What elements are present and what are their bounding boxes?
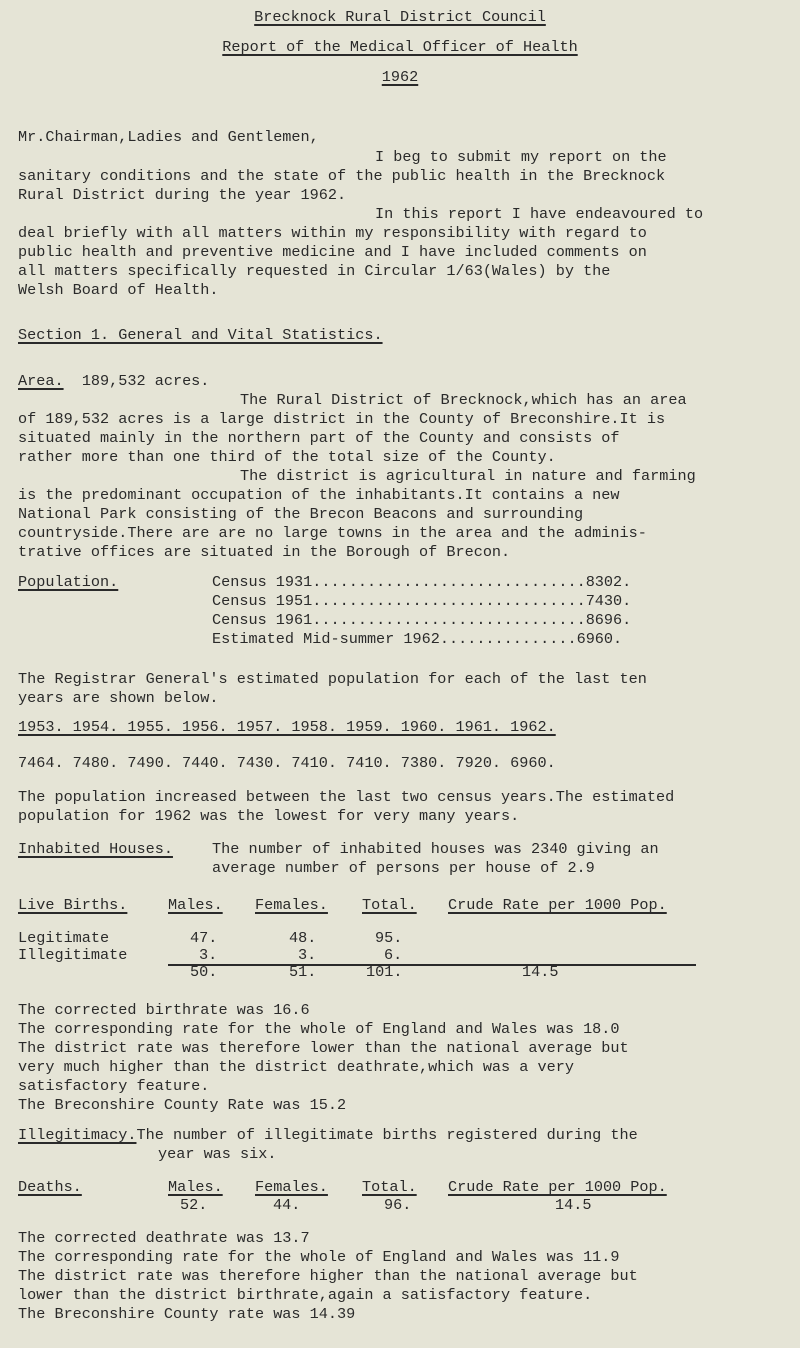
births-cell: 47. [190,929,218,947]
births-note: The district rate was therefore lower than the national average but [18,1039,629,1057]
deaths-note: The corresponding rate for the whole of England and Wales was 11.9 [18,1248,620,1266]
births-total: 51. [289,963,317,981]
census-row: Estimated Mid-summer 1962...............6960. [212,630,623,648]
deaths-label: Deaths. [18,1178,82,1196]
area-heading [18,372,209,391]
deaths-col-rate: Crude Rate per 1000 Pop. [448,1178,667,1196]
deaths-note: lower than the district birthrate,again a satisfactory feature. [18,1286,593,1304]
salutation: Mr.Chairman,Ladies and Gentlemen, [18,128,319,146]
population-note: The population increased between the last two census years.The estimated [18,788,675,806]
area-line: rather more than one third of the total size of the County. [18,448,556,466]
births-col-females: Females. [255,896,328,914]
area-line: is the predominant occupation of the inhabitants.It contains a new [18,486,620,504]
area-line: situated mainly in the northern part of the County and consists of [18,429,620,447]
area-line: of 189,532 acres is a large district in the County of Breconshire.It is [18,410,666,428]
births-cell: 95. [375,929,403,947]
area-label: Area. [18,372,64,390]
houses-label: Inhabited Houses. [18,840,173,858]
births-note: satisfactory feature. [18,1077,210,1095]
census-row: Census 1951..............................7430. [212,592,632,610]
births-cell: 6. [384,946,403,964]
births-note: The corresponding rate for the whole of England and Wales was 18.0 [18,1020,620,1038]
births-rate: 14.5 [522,963,559,981]
births-total-rule [168,964,696,966]
intro-line: public health and preventive medicine and I have included comments on [18,243,647,261]
births-note: The corrected birthrate was 16.6 [18,1001,310,1019]
registrar-text: The Registrar General's estimated population for each of the last ten [18,670,647,688]
births-col-males: Males. [168,896,223,914]
births-cell: 3. [298,946,317,964]
deaths-cell: 96. [384,1196,412,1214]
area-line: The district is agricultural in nature and farming [240,467,696,485]
population-values: 7464. 7480. 7490. 7440. 7430. 7410. 7410. 7380. 7920. 6960. [18,754,556,772]
deaths-cell: 44. [273,1196,301,1214]
deaths-note: The district rate was therefore higher than the national average but [18,1267,638,1285]
intro-line: deal briefly with all matters within my responsibility with regard to [18,224,647,242]
deaths-note: The Breconshire County rate was 14.39 [18,1305,356,1323]
deaths-rate: 14.5 [555,1196,592,1214]
illegitimacy-para: Illegitimacy.The number of illegitimate births registered during the [18,1126,638,1144]
area-line: countryside.There are are no large towns in the area and the adminis- [18,524,647,542]
report-title: Report of the Medical Officer of Health [222,38,578,56]
births-label: Live Births. [18,896,128,914]
illegitimacy-text: year was six. [158,1145,277,1163]
intro-line: all matters specifically requested in Circular 1/63(Wales) by the [18,262,611,280]
births-note: very much higher than the district deathrate,which was a very [18,1058,574,1076]
houses-text: average number of persons per house of 2.9 [212,859,595,877]
births-col-rate: Crude Rate per 1000 Pop. [448,896,667,914]
population-label: Population. [18,573,119,591]
intro-line: sanitary conditions and the state of the public health in the Brecknock [18,167,666,185]
births-cell: 48. [289,929,317,947]
births-row-label: Legitimate [18,929,110,947]
area-line: trative offices are situated in the Borough of Brecon. [18,543,511,561]
births-total: 101. [366,963,403,981]
population-note: population for 1962 was the lowest for very many years. [18,807,520,825]
section-heading: Section 1. General and Vital Statistics. [18,326,383,344]
area-value: 189,532 acres. [81,372,210,390]
council-title: Brecknock Rural District Council [254,8,546,26]
houses-text: The number of inhabited houses was 2340 giving an [212,840,659,858]
deaths-col-total: Total. [362,1178,417,1196]
illegitimacy-label: Illegitimacy. [18,1126,137,1144]
intro-line: Rural District during the year 1962. [18,186,347,204]
intro-line: In this report I have endeavoured to [375,205,704,223]
deaths-note: The corrected deathrate was 13.7 [18,1229,310,1247]
census-row: Census 1931..............................8302. [212,573,632,591]
registrar-text: years are shown below. [18,689,219,707]
deaths-cell: 52. [180,1196,208,1214]
census-row: Census 1961..............................8696. [212,611,632,629]
births-col-total: Total. [362,896,417,914]
intro-line: Welsh Board of Health. [18,281,219,299]
area-line: The Rural District of Brecknock,which has an area [240,391,687,409]
births-cell: 3. [199,946,218,964]
population-years: 1953. 1954. 1955. 1956. 1957. 1958. 1959. 1960. 1961. 1962. [18,718,556,736]
deaths-col-females: Females. [255,1178,328,1196]
births-note: The Breconshire County Rate was 15.2 [18,1096,347,1114]
births-row-label: Illegitimate [18,946,128,964]
births-total: 50. [190,963,218,981]
area-line: National Park consisting of the Brecon Beacons and surrounding [18,505,584,523]
report-year: 1962 [381,68,419,86]
deaths-col-males: Males. [168,1178,223,1196]
intro-line: I beg to submit my report on the [375,148,667,166]
